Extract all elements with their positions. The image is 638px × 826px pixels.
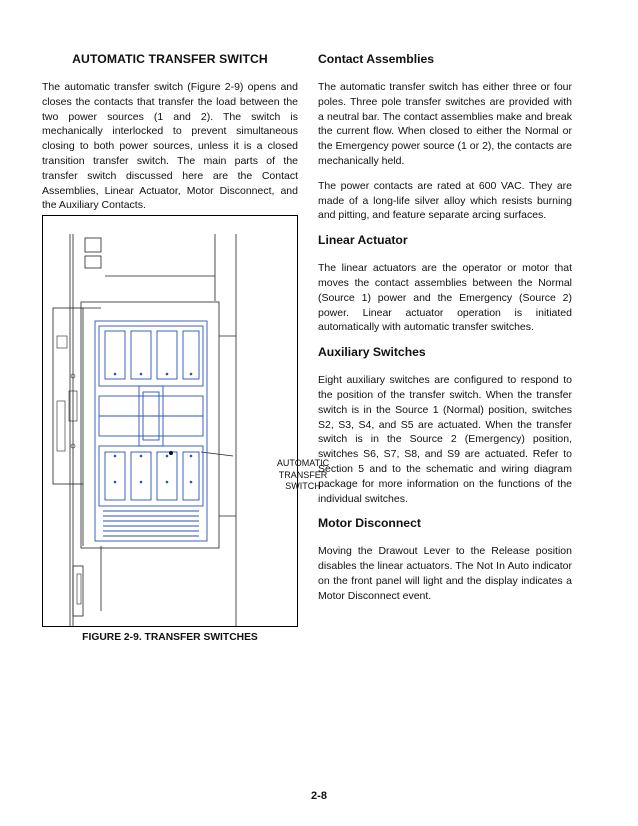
figure-2-9 — [42, 215, 330, 627]
figure-caption: FIGURE 2-9. TRANSFER SWITCHES — [82, 632, 258, 643]
left-column — [42, 52, 298, 223]
page-number: 2-8 — [311, 790, 327, 802]
heading-linear-actuator: Linear Actuator — [318, 233, 408, 248]
contact-assemblies-paragraph-2: The power contacts are rated at 600 VAC. They are made of a long-life silver alloy which resists burning and pitting, and feature separate arcing surfaces. — [318, 179, 572, 222]
intro-paragraph: The automatic transfer switch (Figure 2-9) opens and closes the contacts that transfer the load between the two power sources (1 and 2). The switch is mechanically interlocked to prevent simultaneous closing to both power sources, unless it is a closed transition transfer switch. The main parts of the transfer switch discussed here are the Contact Assemblies, Linear Actuator, Motor Disconnect, and the Auxiliary Contacts. — [42, 81, 298, 212]
heading-contact-assemblies: Contact Assemblies — [318, 52, 435, 66]
section-title-automatic-transfer-switch: AUTOMATIC TRANSFER SWITCH — [72, 52, 268, 66]
auxiliary-switches-paragraph: Eight auxiliary switches are configured to respond to the position of the transfer switch. When the transfer switch is in the Source 1 (Normal) position, switches S2, S3, S4, and S5 are actuated. When the transfer switch is in the Source 2 (Emergency) position, switches S6, S7, S8, and S9 are actuated. Refer to Section 5 and to the schematic and wiring diagram package for more information on the functions of the individual switches. — [318, 374, 572, 505]
linear-actuator-paragraph: The linear actuators are the operator or motor that moves the contact assemblies between the Normal (Source 1) power and the Emergency (Source 2) power. Linear actuator operation is initiated automatically with automatic transfer switches. — [318, 262, 572, 334]
motor-disconnect-paragraph: Moving the Drawout Lever to the Release position disables the linear actuators. The Not In Auto indicator on the front panel will light and the display indicates a Motor Disconnect event. — [318, 545, 572, 602]
heading-motor-disconnect: Motor Disconnect — [318, 516, 421, 531]
transfer-switch-drawing — [43, 216, 299, 628]
callout-automatic-transfer-switch: AUTOMATIC TRANSFER SWITCH — [276, 458, 330, 491]
right-column — [318, 52, 572, 614]
heading-auxiliary-switches: Auxiliary Switches — [318, 345, 426, 360]
contact-assemblies-paragraph-1: The automatic transfer switch has either three or four poles. Three pole transfer switches are provided with a neutral bar. The contact assemblies make and break the current flow. When closed to either the Normal or the Emergency power source (1 or 2), the contacts are mechanically held. — [318, 81, 572, 167]
